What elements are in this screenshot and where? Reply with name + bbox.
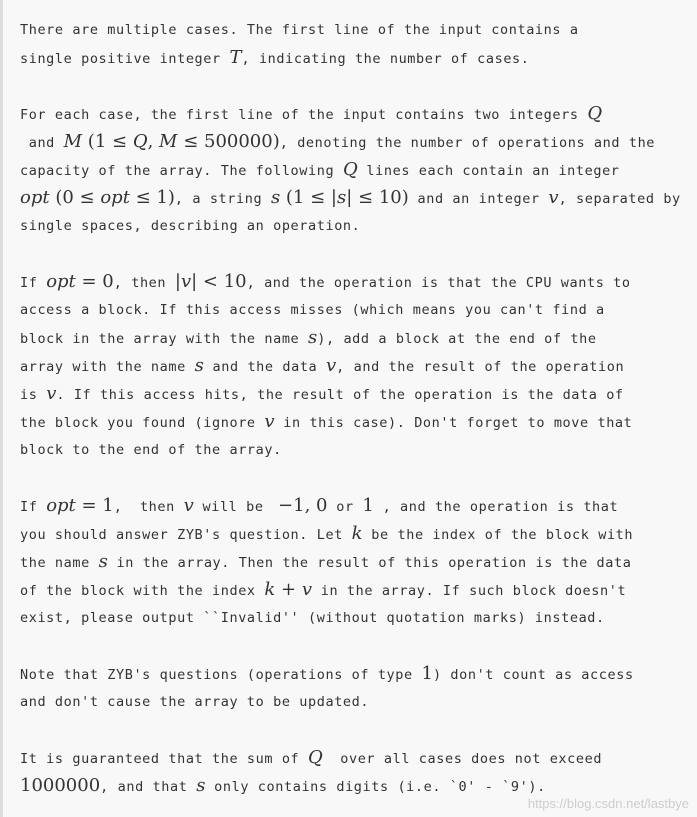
text-segment: only contains digits (i.e. `0' - `9').	[205, 779, 546, 795]
math-variable: v	[548, 187, 559, 208]
text-segment: , and the operation is that the CPU wants to	[246, 275, 631, 291]
math-variable: v	[264, 411, 275, 432]
math-variable: M	[63, 131, 83, 152]
text-line	[20, 660, 690, 688]
text-line	[20, 128, 690, 156]
text-segment: of the block with the index	[20, 583, 265, 599]
math-variable: k	[351, 523, 363, 544]
math-variable: Q	[587, 103, 603, 124]
text-segment: , a string	[174, 191, 271, 207]
text-line	[20, 744, 690, 772]
math-variable: s	[336, 187, 347, 208]
text-segment: block in the array with the name	[20, 331, 309, 347]
text-line	[20, 380, 690, 408]
math-variable: v	[46, 383, 57, 404]
text-segment: single spaces, describing an operation.	[20, 218, 361, 234]
text-segment: Note that ZYB's questions (operations of type	[20, 667, 422, 683]
math-expression: ≤ 1)	[129, 187, 175, 208]
paragraph	[20, 492, 690, 632]
math-variable: Q	[342, 159, 358, 180]
text-segment: , indicating the number of cases.	[241, 51, 530, 67]
math-variable: v	[180, 271, 192, 292]
math-variable: v	[326, 355, 337, 376]
text-line	[20, 436, 690, 464]
math-variable: opt	[46, 495, 76, 516]
text-segment: you should answer ZYB's question. Let	[20, 527, 352, 543]
text-segment: ) don't count as access	[432, 667, 634, 683]
paragraph	[20, 100, 690, 240]
text-segment: and an integer	[408, 191, 549, 207]
math-variable: opt	[46, 271, 76, 292]
text-segment: lines each contain an integer	[357, 163, 620, 179]
math-expression: | ≤ 10)	[346, 187, 409, 208]
math-expression: 1	[362, 495, 374, 516]
text-line	[20, 16, 690, 44]
text-segment: . If this access hits, the result of the operation is the data of	[56, 387, 624, 403]
text-segment: , and the operation is that	[373, 499, 619, 515]
text-line	[20, 492, 690, 520]
text-segment: be the index of the block with	[362, 527, 634, 543]
text-segment: block to the end of the array.	[20, 442, 282, 458]
math-expression: (1 ≤ |	[280, 187, 337, 208]
text-line	[20, 324, 690, 352]
math-variable: opt	[20, 187, 50, 208]
text-segment: over all cases does not exceed	[322, 751, 603, 767]
text-line	[20, 408, 690, 436]
math-variable: s	[98, 551, 108, 572]
math-variable: v	[183, 495, 194, 516]
problem-description	[20, 16, 690, 817]
blog-watermark: https://blog.csdn.net/lastbye	[527, 796, 689, 811]
math-expression: ,	[147, 131, 160, 152]
text-segment: , denoting the number of operations and the	[279, 135, 656, 151]
text-segment: , then	[113, 275, 175, 291]
math-variable: s	[270, 187, 281, 208]
math-expression: ≤ 500000)	[177, 131, 280, 152]
text-segment: in the array. Then the result of this operation is the data	[107, 555, 632, 571]
text-segment: capacity of the array. The following	[20, 163, 343, 179]
paragraph	[20, 16, 690, 72]
blockquote-left-border	[0, 0, 3, 817]
math-expression: = 0	[75, 271, 114, 292]
text-line	[20, 604, 690, 632]
paragraph	[20, 268, 690, 464]
text-line	[20, 100, 690, 128]
text-segment: in the array. If such block doesn't	[312, 583, 627, 599]
text-segment: or	[327, 499, 363, 515]
text-line	[20, 576, 690, 604]
math-variable: M	[159, 131, 178, 152]
text-segment: ), add a block at the end of the	[317, 331, 597, 347]
text-line	[20, 296, 690, 324]
math-expression: −1, 0	[272, 495, 328, 516]
text-segment: There are multiple cases. The first line of the input contains a	[20, 22, 579, 38]
math-variable: opt	[100, 187, 130, 208]
text-line	[20, 548, 690, 576]
math-expression: (1 ≤	[82, 131, 133, 152]
math-variable: s	[308, 327, 318, 348]
math-expression: | < 10	[191, 271, 247, 292]
text-segment: exist, please output ``Invalid'' (without quotation marks) instead.	[20, 610, 605, 626]
math-expression: |	[174, 271, 181, 292]
text-line	[20, 184, 690, 212]
text-segment: If	[20, 499, 47, 515]
math-variable: T	[229, 47, 242, 68]
text-segment: For each case, the first line of the input contains two integers	[20, 107, 588, 123]
text-segment: , and the result of the operation	[336, 359, 625, 375]
text-segment: array with the name	[20, 359, 195, 375]
math-variable: Q	[132, 131, 148, 152]
text-segment: access a block. If this access misses (which means you can't find a	[20, 302, 605, 318]
paragraph	[20, 660, 690, 716]
text-segment: It is guaranteed that the sum of	[20, 751, 309, 767]
text-segment: , then	[113, 499, 184, 515]
math-expression: 1000000	[20, 775, 101, 796]
math-variable: s	[194, 355, 204, 376]
text-line	[20, 212, 690, 240]
text-segment: will be	[193, 499, 273, 515]
math-variable: Q	[308, 747, 323, 768]
math-expression: 1	[421, 663, 433, 684]
math-expression: (0 ≤	[49, 187, 101, 208]
text-line	[20, 268, 690, 296]
text-line	[20, 352, 690, 380]
text-segment: in this case). Don't forget to move that	[274, 415, 633, 431]
text-segment: single positive integer	[20, 51, 230, 67]
paragraph	[20, 744, 690, 800]
text-line	[20, 44, 690, 72]
text-line	[20, 156, 690, 184]
text-segment: is	[20, 387, 47, 403]
math-expression: = 1	[75, 495, 114, 516]
text-segment: , and that	[100, 779, 197, 795]
math-expression: +	[275, 579, 302, 600]
text-line	[20, 688, 690, 716]
text-segment: the block you found (ignore	[20, 415, 265, 431]
text-segment: If	[20, 275, 47, 291]
math-variable: s	[196, 775, 206, 796]
math-variable: k	[264, 579, 276, 600]
text-segment: the name	[20, 555, 99, 571]
text-segment: , separated by	[558, 191, 681, 207]
text-segment: and the data	[203, 359, 326, 375]
text-line	[20, 520, 690, 548]
text-segment: and don't cause the array to be updated.	[20, 694, 370, 710]
math-variable: v	[301, 579, 312, 600]
text-segment: and	[20, 135, 64, 151]
